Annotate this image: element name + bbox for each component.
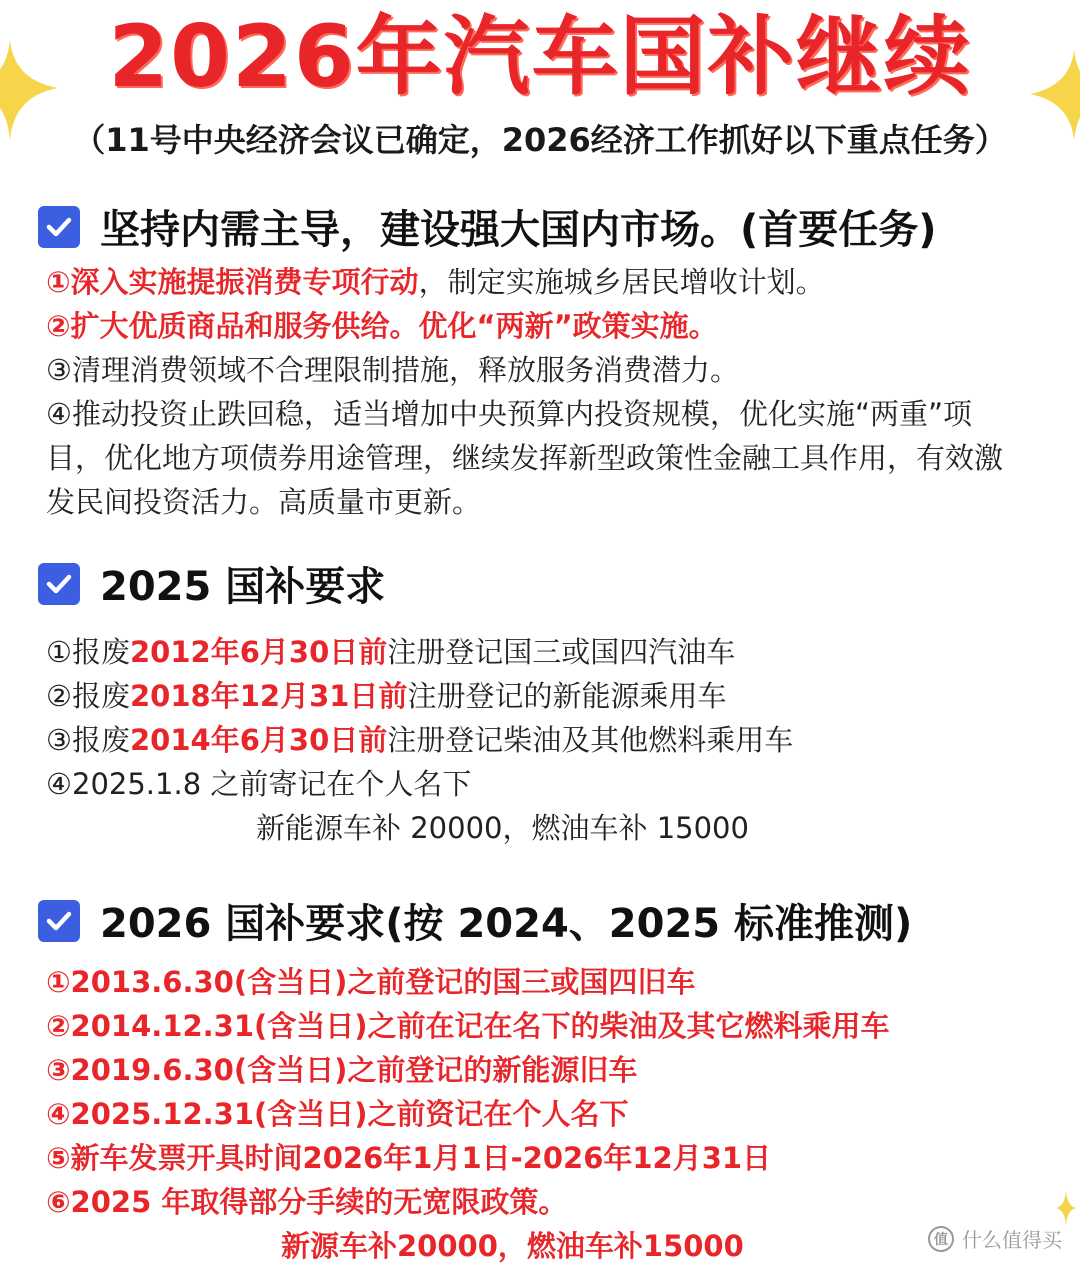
- section-2-title: 2025 国补要求: [100, 564, 386, 610]
- section-3-item-3: ③2019.6.30(含当日)之前登记的新能源旧车: [46, 1053, 638, 1087]
- section-1-title: 坚持内需主导，建设强大国内市场。(首要任务): [100, 207, 937, 253]
- section-3-item-5: ⑤新车发票开具时间2026年1月1日-2026年12月31日: [46, 1141, 772, 1175]
- checkbox-checked-icon: [38, 900, 80, 942]
- section-3-item-6: ⑥2025 年取得部分手续的无宽限政策。: [46, 1185, 568, 1219]
- watermark: [928, 1224, 1062, 1253]
- page-title: 2026年汽车国补继续: [108, 7, 972, 107]
- checkbox-checked-icon: [38, 563, 80, 605]
- section-2-item-1: ①报废2012年6月30日前注册登记国三或国四汽油车: [46, 635, 736, 669]
- checkbox-checked-icon: [38, 206, 80, 248]
- section-2-item-3: ③报废2014年6月30日前注册登记柴油及其他燃料乘用车: [46, 723, 794, 757]
- section-1-header: [38, 198, 937, 255]
- section-2-header: [38, 555, 385, 612]
- section-2-body: [46, 630, 1071, 850]
- section-1-item-4-line-1: ④推动投资止跌回稳，适当增加中央预算内投资规模，优化实施“两重”项: [46, 397, 973, 431]
- page-subtitle: （11号中央经济会议已确定，2026经济工作抓好以下重点任务）: [73, 121, 1007, 159]
- section-3-item-4: ④2025.12.31(含当日)之前资记在个人名下: [46, 1097, 629, 1131]
- section-1-item-2: ②扩大优质商品和服务供给。优化“两新”政策实施。: [46, 309, 718, 343]
- section-2-item-2: ②报废2018年12月31日前注册登记的新能源乘用车: [46, 679, 727, 713]
- section-2-item-4: ④2025.1.8 之前寄记在个人名下: [46, 767, 472, 801]
- section-1-item-4-line-2: 目，优化地方项债券用途管理，继续发挥新型政策性金融工具作用，有效激: [46, 441, 1004, 475]
- section-3-title: 2026 国补要求(按 2024、2025 标准推测): [100, 901, 913, 947]
- section-3-item-2: ②2014.12.31(含当日)之前在记在名下的柴油及其它燃料乘用车: [46, 1009, 890, 1043]
- section-1-item-3: ③清理消费领域不合理限制措施，释放服务消费潜力。: [46, 353, 739, 387]
- section-3-subsidy: 新源车补20000，燃油车补15000: [281, 1229, 744, 1263]
- section-3-body: [46, 960, 1071, 1263]
- section-1-item-4-line-3: 发民间投资活力。高质量市更新。: [46, 485, 482, 519]
- section-3-item-1: ①2013.6.30(含当日)之前登记的国三或国四旧车: [46, 965, 696, 999]
- section-2-subsidy: 新能源车补 20000，燃油车补 15000: [256, 811, 749, 845]
- watermark-label: 什么值得买: [962, 1228, 1062, 1252]
- smzdm-logo-icon: 值: [928, 1226, 954, 1252]
- section-3-header: [38, 892, 912, 949]
- section-1-body: [46, 260, 1071, 524]
- section-1-item-1: ①深入实施提振消费专项行动，制定实施城乡居民增收计划。: [46, 265, 825, 299]
